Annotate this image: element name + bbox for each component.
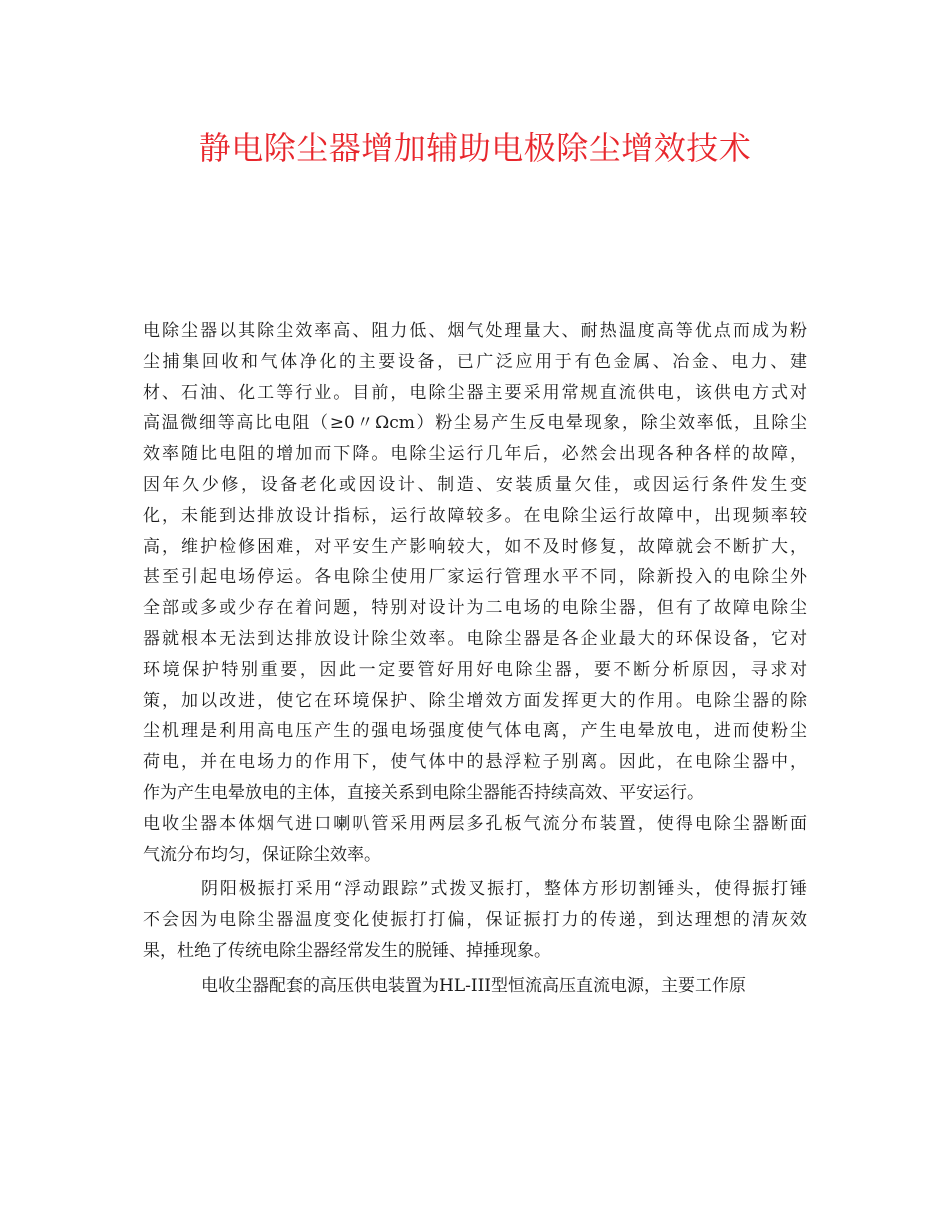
paragraph-line: 高温微细等高比电阻（≥0〃Ωcm）粉尘易产生反电晕现象，除尘效率低，且除尘 <box>143 413 807 434</box>
paragraph-line: 尘捕集回收和气体净化的主要设备，已广泛应用于有色金属、冶金、电力、建 <box>143 351 807 372</box>
paragraph-line: 策，加以改进，使它在环境保护、除尘增效方面发挥更大的作用。电除尘器的除 <box>143 690 807 711</box>
paragraph-line: 尘机理是利用高电压产生的强电场强度使气体电离，产生电晕放电，进而使粉尘 <box>143 721 807 742</box>
paragraph-line: 作为产生电晕放电的主体，直接关系到电除尘器能否持续高效、平安运行。 <box>143 782 704 803</box>
document-body <box>143 316 807 1002</box>
paragraph-line: 气流分布均匀，保证除尘效率。 <box>143 844 381 865</box>
paragraph <box>143 971 807 1002</box>
paragraph-line: 甚至引起电场停运。各电除尘使用厂家运行管理水平不同，除新投入的电除尘外 <box>143 567 807 588</box>
paragraph-line: 不会因为电除尘器温度变化使振打打偏，保证振打力的传递，到达理想的清灰效 <box>143 910 807 931</box>
paragraph-line: 电收尘器配套的高压供电装置为HL-III型恒流高压直流电源，主要工作原 <box>201 975 747 996</box>
paragraph-line: 电除尘器以其除尘效率高、阻力低、烟气处理量大、耐热温度高等优点而成为粉 <box>143 321 807 341</box>
paragraph <box>143 874 807 966</box>
paragraph-line: 高，维护检修困难，对平安生产影响较大，如不及时修复，故障就会不断扩大， <box>143 536 807 557</box>
paragraph-line: 器就根本无法到达排放设计除尘效率。电除尘器是各企业最大的环保设备，它对 <box>143 628 807 649</box>
paragraph-line: 荷电，并在电场力的作用下，使气体中的悬浮粒子别离。因此，在电除尘器中， <box>143 752 807 773</box>
paragraph <box>143 809 807 871</box>
paragraph <box>143 316 807 809</box>
document-title: 静电除尘器增加辅助电极除尘增效技术 <box>198 129 752 167</box>
paragraph-line: 效率随比电阻的增加而下降。电除尘运行几年后，必然会出现各种各样的故障， <box>143 444 807 465</box>
paragraph-line: 环境保护特别重要，因此一定要管好用好电除尘器，要不断分析原因，寻求对 <box>143 659 807 680</box>
paragraph-line: 电收尘器本体烟气进口喇叭管采用两层多孔板气流分布装置，使得电除尘器断面 <box>143 813 807 834</box>
paragraph-line: 化，未能到达排放设计指标，运行故障较多。在电除尘运行故障中，出现频率较 <box>143 505 807 526</box>
paragraph-line: 全部或多或少存在着问题，特别对设计为二电场的电除尘器，但有了故障电除尘 <box>143 598 807 619</box>
paragraph-line: 阴阳极振打采用“浮动跟踪”式拨叉振打，整体方形切割锤头，使得振打锤 <box>201 879 807 900</box>
paragraph-line: 材、石油、化工等行业。目前，电除尘器主要采用常规直流供电，该供电方式对 <box>143 382 807 403</box>
paragraph-line: 因年久少修，设备老化或因设计、制造、安装质量欠佳，或因运行条件发生变 <box>143 474 807 495</box>
paragraph-line: 果，杜绝了传统电除尘器经常发生的脱锤、掉捶现象。 <box>143 940 551 961</box>
